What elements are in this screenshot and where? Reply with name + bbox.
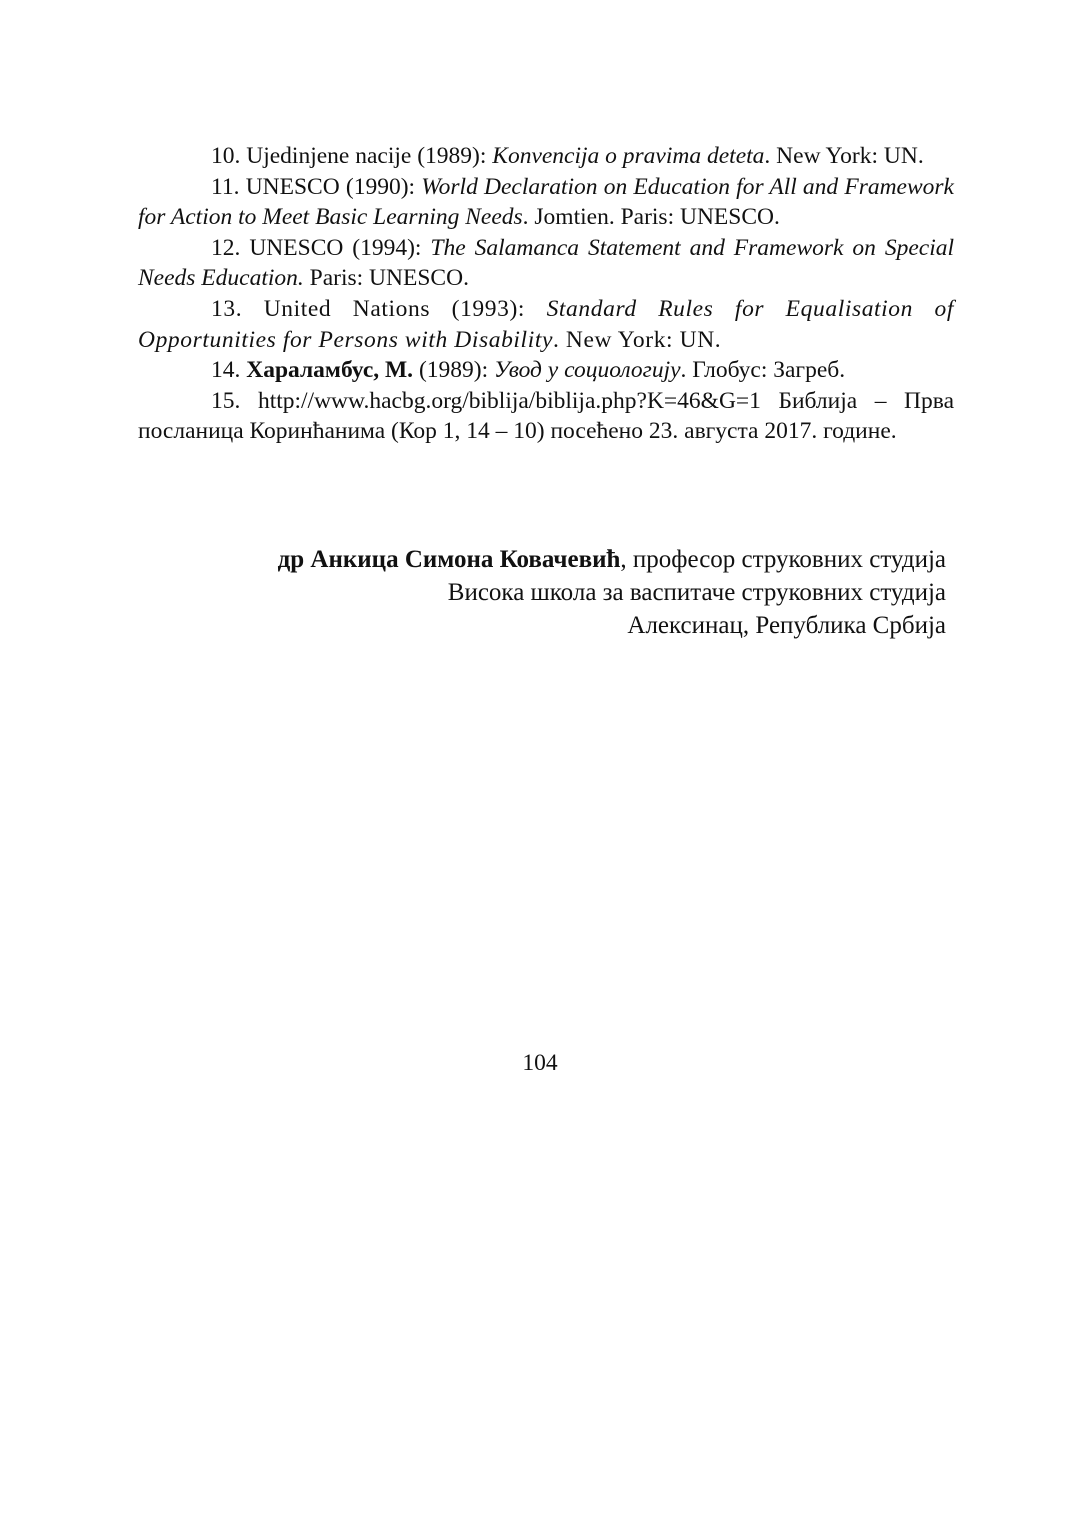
- reference-item-12: [138, 233, 954, 294]
- author-signature: [126, 543, 946, 642]
- reference-publisher: . New York: UN.: [764, 143, 924, 169]
- reference-number: 14.: [211, 357, 247, 384]
- page-number: 104: [522, 1050, 558, 1076]
- author-location: Алексинац, Република Србија: [627, 612, 946, 639]
- reference-item-11: [138, 172, 954, 233]
- reference-item-13: [138, 294, 954, 355]
- author-name: др Анкица Симона Ковачевић: [277, 546, 621, 573]
- reference-author: UNESCO (1994):: [249, 234, 431, 261]
- reference-publisher: . Jomtien. Paris: UNESCO.: [522, 204, 780, 231]
- author-role: , професор струковних студија: [620, 546, 946, 573]
- reference-number: 15.: [211, 387, 258, 414]
- reference-author: Ujedinjene nacije (1989):: [246, 143, 493, 169]
- reference-author: UNESCO (1990):: [245, 173, 422, 200]
- reference-title: World Declaration on Education for All and Framework for Action to Meet Basic Learning Needs: [138, 173, 954, 231]
- reference-number: 12.: [211, 234, 250, 261]
- reference-year: (1989):: [413, 357, 494, 384]
- reference-author: United Nations (1993):: [263, 295, 547, 322]
- reference-number: 11.: [211, 173, 246, 200]
- author-name-line: [126, 543, 946, 576]
- reference-item-15: [138, 386, 954, 447]
- reference-number: 13.: [211, 295, 264, 322]
- reference-url-text: http://www.hacbg.org/biblija/biblija.php?K=46&G=1 Библија – Прва посланица Коринћанима (Кор 1, 14 – 10) посећено 23. августа 2017. године.: [138, 387, 954, 445]
- reference-list: [138, 141, 954, 447]
- reference-item-10: [138, 141, 954, 172]
- reference-publisher: Paris: UNESCO.: [303, 265, 469, 292]
- reference-number: 10.: [211, 143, 247, 169]
- reference-publisher: . New York: UN.: [552, 326, 722, 353]
- reference-title: Увод у социологију: [494, 357, 681, 384]
- reference-item-14: [138, 355, 954, 386]
- author-institution: Висока школа за васпитаче струковних студија: [447, 579, 946, 606]
- reference-title: The Salamanca Statement and Framework on Special Needs Education.: [138, 234, 955, 292]
- reference-publisher: . Глобус: Загреб.: [680, 357, 846, 384]
- reference-author-bold: Хараламбус, М.: [246, 357, 414, 384]
- reference-title: Standard Rules for Equalisation of Opportunities for Persons with Disability: [138, 295, 955, 353]
- reference-title: Konvencija o pravima deteta: [492, 143, 765, 169]
